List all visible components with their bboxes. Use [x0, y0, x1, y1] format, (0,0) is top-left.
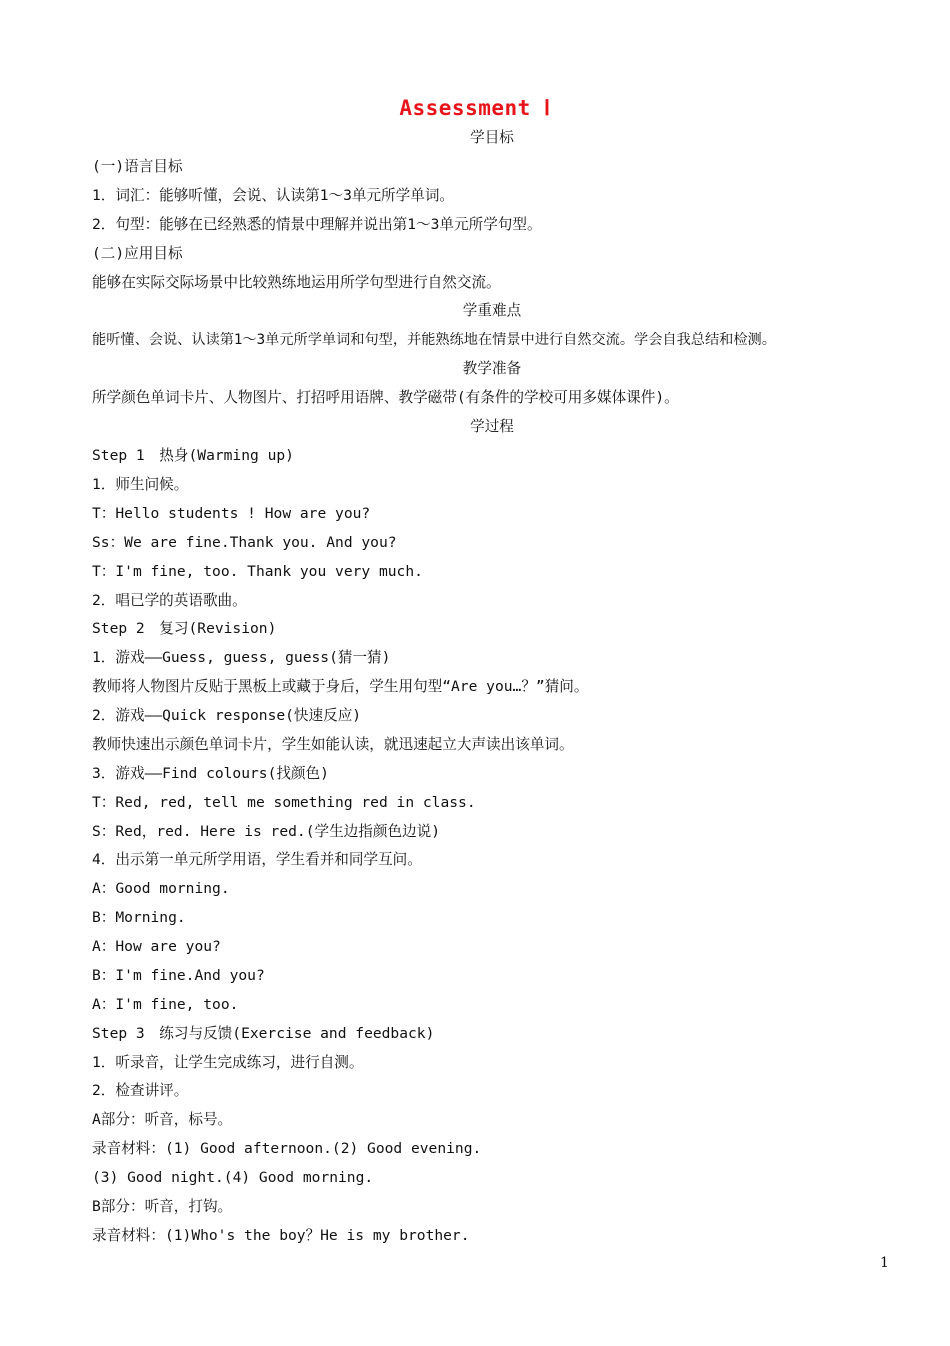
- subheading-application-goals: (二)应用目标: [92, 245, 183, 262]
- section-heading-objectives: 学目标: [470, 129, 514, 146]
- text-line: 2．检查讲评。: [92, 1082, 189, 1099]
- dialogue-line: A：Good morning.: [92, 880, 230, 897]
- text-line: 2．唱已学的英语歌曲。: [92, 592, 247, 609]
- page-number: 1: [880, 1255, 889, 1271]
- section-heading-key-points: 学重难点: [462, 302, 522, 319]
- text-line: 能听懂、会说、认读第1～3单元所学单词和句型，并能熟练地在情景中进行自然交流。学会自我总结和检测。: [92, 332, 776, 348]
- text-line: 教师快速出示颜色单词卡片，学生如能认读，就迅速起立大声读出该单词。: [92, 736, 574, 753]
- dialogue-line: Ss：We are fine.Thank you. And you?: [92, 534, 397, 551]
- dialogue-line: A：I'm fine, too.: [92, 996, 239, 1013]
- text-line: 所学颜色单词卡片、人物图片、打招呼用语牌、教学磁带(有条件的学校可用多媒体课件)。: [92, 389, 679, 406]
- text-line: 1．游戏——Guess, guess, guess(猜一猜): [92, 649, 391, 666]
- document-title: Assessment Ⅰ: [399, 96, 551, 120]
- text-line: 1．听录音，让学生完成练习，进行自测。: [92, 1054, 364, 1071]
- dialogue-line: B：Morning.: [92, 909, 186, 926]
- text-line: 1．词汇：能够听懂，会说、认读第1～3单元所学单词。: [92, 187, 455, 204]
- text-line: 录音材料：(1) Good afternoon.(2) Good evening.: [92, 1140, 482, 1157]
- section-heading-process: 学过程: [470, 418, 514, 435]
- section-heading-preparation: 教学准备: [462, 360, 522, 377]
- dialogue-line: T：Red, red, tell me something red in class.: [92, 794, 476, 811]
- dialogue-line: S：Red，red. Here is red.(学生边指颜色边说): [92, 823, 441, 840]
- text-line: 3．游戏——Find colours(找颜色): [92, 765, 329, 782]
- text-line: 2．句型：能够在已经熟悉的情景中理解并说出第1～3单元所学句型。: [92, 216, 542, 233]
- step-heading: Step 3 练习与反馈(Exercise and feedback): [92, 1025, 435, 1042]
- text-line: A部分：听音，标号。: [92, 1111, 233, 1128]
- text-line: B部分：听音，打钩。: [92, 1198, 233, 1215]
- step-heading: Step 1 热身(Warming up): [92, 447, 294, 464]
- text-line: 1．师生问候。: [92, 476, 189, 493]
- dialogue-line: T：I'm fine, too. Thank you very much.: [92, 563, 423, 580]
- text-line: 4．出示第一单元所学用语，学生看并和同学互问。: [92, 851, 422, 868]
- text-line: (3) Good night.(4) Good morning.: [92, 1169, 374, 1186]
- text-line: 能够在实际交际场景中比较熟练地运用所学句型进行自然交流。: [92, 274, 501, 291]
- dialogue-line: B：I'm fine.And you?: [92, 967, 265, 984]
- step-heading: Step 2 复习(Revision): [92, 620, 277, 637]
- text-line: 2．游戏——Quick response(快速反应): [92, 707, 362, 724]
- dialogue-line: A：How are you?: [92, 938, 221, 955]
- text-line: 教师将人物图片反贴于黑板上或藏于身后，学生用句型“Are you…？”猜问。: [92, 678, 589, 695]
- subheading-language-goals: (一)语言目标: [92, 158, 183, 175]
- dialogue-line: T：Hello students ! How are you?: [92, 505, 371, 522]
- text-line: 录音材料：(1)Who's the boy？He is my brother.: [92, 1227, 470, 1244]
